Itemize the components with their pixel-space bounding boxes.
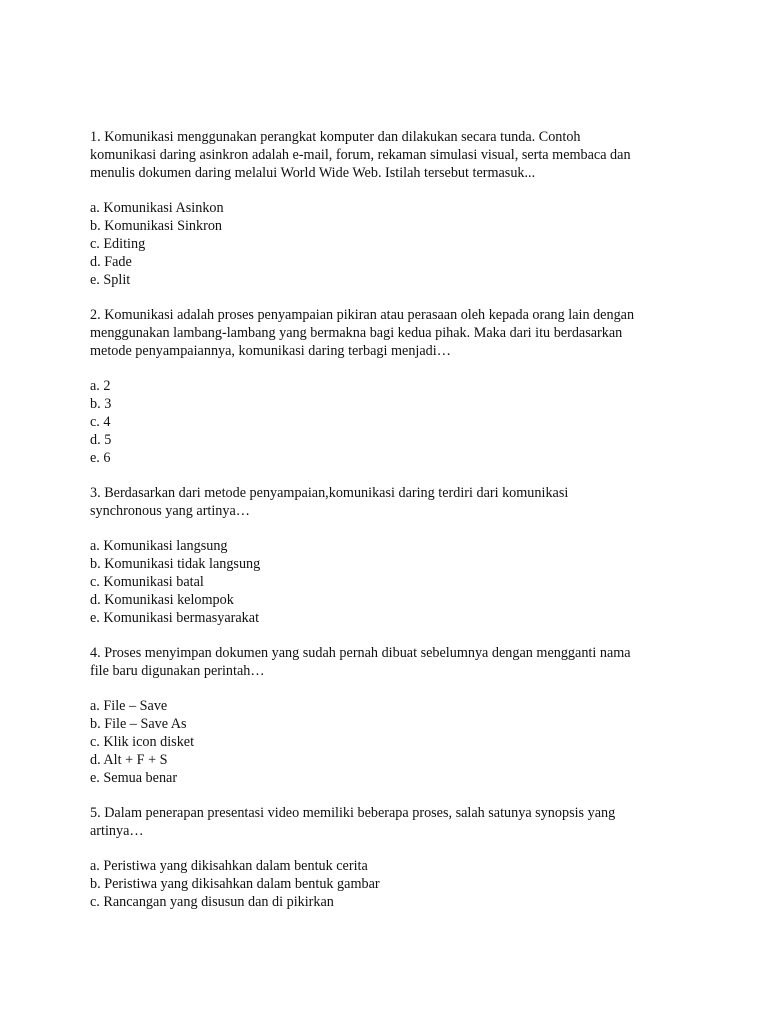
option-b: b. Komunikasi tidak langsung [90,556,261,572]
document-page [90,128,690,928]
question-line: menulis dokumen daring melalui World Wide Web. Istilah tersebut termasuk... [90,165,536,181]
question-5 [90,804,690,911]
option-b: b. File – Save As [90,716,187,732]
option-d: d. 5 [90,432,112,448]
question-line: komunikasi daring asinkron adalah e-mail, forum, rekaman simulasi visual, serta membaca dan [90,147,631,163]
question-line: metode penyampaiannya, komunikasi daring terbagi menjadi… [90,343,451,359]
option-b: b. Peristiwa yang dikisahkan dalam bentuk gambar [90,876,380,892]
option-e: e. 6 [90,450,111,466]
option-c: c. Editing [90,236,146,252]
question-line: 5. Dalam penerapan presentasi video memiliki beberapa proses, salah satunya synopsis yang [90,805,616,821]
option-e: e. Split [90,272,131,288]
question-4-options [90,697,690,787]
question-2-options [90,377,690,467]
question-1 [90,128,690,289]
option-d: d. Fade [90,254,132,270]
option-a: a. File – Save [90,698,168,714]
option-a: a. 2 [90,378,111,394]
question-line: 2. Komunikasi adalah proses penyampaian pikiran atau perasaan oleh kepada orang lain dengan [90,307,635,323]
option-c: c. 4 [90,414,111,430]
option-e: e. Semua benar [90,770,178,786]
question-3 [90,484,690,627]
question-line: 3. Berdasarkan dari metode penyampaian,komunikasi daring terdiri dari komunikasi [90,485,569,501]
question-line: synchronous yang artinya… [90,503,250,519]
question-1-options [90,199,690,289]
option-b: b. Komunikasi Sinkron [90,218,223,234]
option-c: c. Rancangan yang disusun dan di pikirkan [90,894,334,910]
question-3-text [90,484,690,520]
question-line: 4. Proses menyimpan dokumen yang sudah pernah dibuat sebelumnya dengan mengganti nama [90,645,631,661]
question-4-text [90,644,690,680]
question-line: artinya… [90,823,144,839]
option-c: c. Klik icon disket [90,734,195,750]
question-line: 1. Komunikasi menggunakan perangkat komputer dan dilakukan secara tunda. Contoh [90,129,581,145]
option-a: a. Peristiwa yang dikisahkan dalam bentuk cerita [90,858,368,874]
option-d: d. Komunikasi kelompok [90,592,234,608]
question-2 [90,306,690,467]
option-c: c. Komunikasi batal [90,574,204,590]
question-2-text [90,306,690,360]
option-a: a. Komunikasi langsung [90,538,228,554]
question-5-options [90,857,690,911]
option-e: e. Komunikasi bermasyarakat [90,610,260,626]
question-5-text [90,804,690,840]
question-line: file baru digunakan perintah… [90,663,265,679]
question-3-options [90,537,690,627]
question-1-text [90,128,690,182]
question-4 [90,644,690,787]
question-line: menggunakan lambang-lambang yang bermakna bagi kedua pihak. Maka dari itu berdasarkan [90,325,623,341]
option-d: d. Alt + F + S [90,752,168,768]
option-b: b. 3 [90,396,112,412]
option-a: a. Komunikasi Asinkon [90,200,224,216]
